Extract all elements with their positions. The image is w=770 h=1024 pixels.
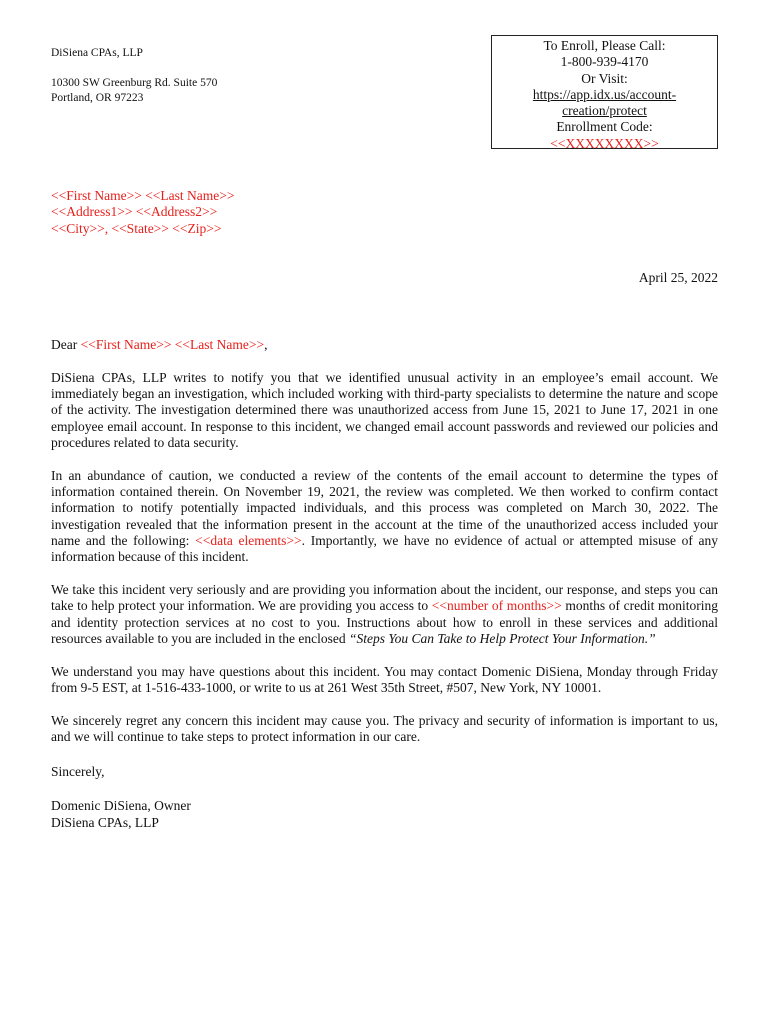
paragraph-notification: DiSiena CPAs, LLP writes to notify you that we identified unusual activity in an employee’s email account. We immediately began an investigation, which included working with third-party specialists to determine the nature and scope of the activity. The investigation determined there was unauthorized access from June 15, 2021 to June 17, 2021 in one employee email account. In response to this incident, we changed email account passwords and reviewed our policies and procedures related to data security. [51, 369, 718, 450]
salutation [51, 337, 718, 353]
recipient-address: <<Address1>> <<Address2>> [51, 204, 218, 220]
sender-address-block [51, 46, 217, 106]
paragraph-services [51, 582, 718, 647]
paragraph-services-text-a: We take this incident very seriously and are providing you information about the incident, our response, and steps you can take to help protect your information. We are providing you access to [51, 582, 718, 614]
enroll-visit-label: Or Visit: [581, 70, 628, 86]
enrollment-info-box [491, 35, 718, 149]
spacer [51, 780, 191, 798]
enclosure-title: “Steps You Can Take to Help Protect Your Information.” [349, 630, 656, 646]
number-of-months-field: <<number of months>> [431, 598, 562, 614]
paragraph-review [51, 468, 718, 566]
sender-address-line1: 10300 SW Greenburg Rd. Suite 570 [51, 77, 218, 89]
sender-name: DiSiena CPAs, LLP [51, 47, 143, 59]
enroll-url-line1[interactable]: https://app.idx.us/account- [532, 86, 677, 102]
data-elements-field: <<data elements>> [195, 532, 302, 548]
letter-body [51, 337, 718, 762]
paragraph-regret: We sincerely regret any concern this incident may cause you. The privacy and security of information is important to us, and we will continue to take steps to protect information in our care. [51, 712, 718, 745]
enroll-phone: 1-800-939-4170 [560, 54, 649, 70]
salutation-prefix: Dear [51, 337, 81, 352]
paragraph-review-text-a: In an abundance of caution, we conducted a review of the contents of the email account to determine the types of information contained therein. On November 19, 2021, the review was completed. We then worked to confirm contact information to notify potentially impacted individuals, and this process was completed on March 30, 2022. The investigation revealed that the information present in the account at the time of the unauthorized access included your name and the following: [51, 467, 718, 548]
valediction: Sincerely, [51, 764, 105, 779]
enroll-call-label: To Enroll, Please Call: [543, 38, 666, 53]
spacer [51, 61, 217, 76]
paragraph-services-text-b: months of credit monitoring and identity protection services at no cost to you. Instructions about how to enroll in these services and additional resources available to you are included in the enclosed [51, 598, 718, 646]
salutation-suffix: , [264, 337, 268, 352]
enroll-url-line2[interactable]: creation/protect [562, 103, 647, 119]
letter-date: April 25, 2022 [638, 270, 718, 285]
enroll-code-value: <<XXXXXXXX>> [550, 135, 659, 151]
recipient-name: <<First Name>> <<Last Name>> [51, 188, 235, 203]
closing-block [51, 764, 191, 831]
paragraph-review-text-b: . Importantly, we have no evidence of actual or attempted misuse of any information because of this incident. [51, 532, 719, 565]
recipient-address-block [51, 188, 235, 237]
salutation-name: <<First Name>> <<Last Name>> [80, 337, 265, 352]
signer-name: Domenic DiSiena, Owner [51, 798, 191, 814]
recipient-city-state-zip: <<City>>, <<State>> <<Zip>> [51, 220, 222, 236]
paragraph-contact: We understand you may have questions about this incident. You may contact Domenic DiSiena, Monday through Friday from 9-5 EST, at 1-516-433-1000, or write to us at 261 West 35th Street, #507, New York, NY 10001. [51, 663, 718, 696]
enroll-code-label: Enrollment Code: [556, 119, 653, 135]
signer-company: DiSiena CPAs, LLP [51, 814, 159, 830]
sender-address-line2: Portland, OR 97223 [51, 92, 144, 104]
